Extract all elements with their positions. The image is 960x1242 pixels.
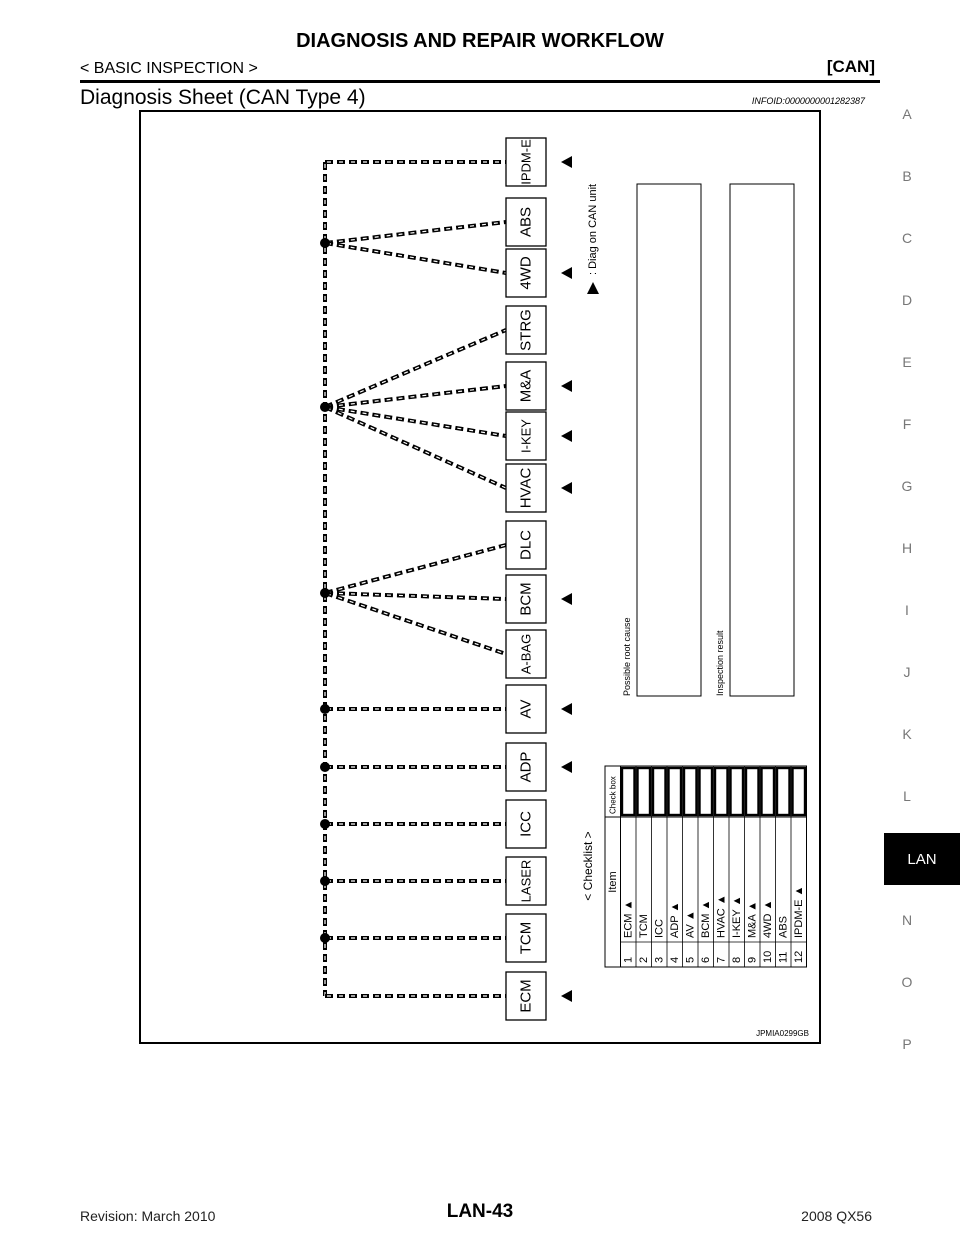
diag-marker-ecm <box>561 990 572 1002</box>
section-label: < BASIC INSPECTION > <box>80 60 258 77</box>
checklist-item-bcm: BCM ▲ <box>699 899 712 938</box>
unit-label-ecm: ECM <box>517 979 535 1013</box>
side-tab-e[interactable]: E <box>902 354 912 370</box>
unit-label-ipdm-e: IPDM-E <box>518 139 534 185</box>
junction-dot-tcm <box>320 933 330 943</box>
junction-dot-icc <box>320 819 330 829</box>
footer-revision: Revision: March 2010 <box>80 1208 216 1224</box>
side-tab-p[interactable]: P <box>902 1036 912 1052</box>
checklist-number-2: 2 <box>637 956 650 963</box>
diag-marker-bcm <box>561 593 572 605</box>
checklist-item-tcm: TCM <box>637 914 650 938</box>
checklist-item-hvac: HVAC ▲ <box>715 894 728 938</box>
legend-text: : Diag on CAN unit <box>587 183 599 275</box>
side-tab-b[interactable]: B <box>902 168 912 184</box>
diag-marker-av <box>561 703 572 715</box>
checklist-title: < Checklist > <box>581 831 595 901</box>
legend-marker <box>587 282 599 294</box>
side-tab-n[interactable]: N <box>901 912 913 928</box>
checklist-item-ecm: ECM ▲ <box>622 899 635 938</box>
unit-label-icc: ICC <box>517 811 535 837</box>
checklist-item-manda: M&A ▲ <box>746 900 759 938</box>
checklist-item-abs: ABS <box>777 915 790 938</box>
footer-page-number: LAN-43 <box>446 1201 514 1222</box>
side-tab-o[interactable]: O <box>901 974 913 990</box>
unit-label-abs: ABS <box>517 206 535 238</box>
side-tab-f[interactable]: F <box>902 416 912 432</box>
junction-dot-3 <box>320 588 330 598</box>
can-diagram <box>141 112 819 1042</box>
inspection-box <box>730 184 794 696</box>
checklist-item-av: AV ▲ <box>684 910 697 938</box>
unit-label-laser: LASER <box>518 859 534 903</box>
junction-dot-av <box>320 704 330 714</box>
unit-label-bcm: BCM <box>517 582 535 616</box>
checklist-number-4: 4 <box>668 956 681 963</box>
wire-dlc-inner <box>325 545 506 593</box>
root-cause-label: Possible root cause <box>622 617 632 696</box>
diag-marker-adp <box>561 761 572 773</box>
checklist-item-i-key: I-KEY ▲ <box>730 895 743 938</box>
unit-label-manda: M&A <box>517 369 535 403</box>
unit-label-dlc: DLC <box>517 529 535 561</box>
diag-marker-manda <box>561 380 572 392</box>
checklist-header-check: Check box <box>608 776 618 814</box>
inspection-label: Inspection result <box>715 630 725 696</box>
checklist-number-1: 1 <box>622 956 635 963</box>
diagnosis-sheet <box>139 110 821 1044</box>
sheet-heading: Diagnosis Sheet (CAN Type 4) <box>80 86 366 109</box>
checklist-number-3: 3 <box>653 956 666 963</box>
section-tag: [CAN] <box>826 57 875 76</box>
checklist-checkbox-12 <box>793 768 806 815</box>
checklist-number-12: 12 <box>792 950 805 963</box>
diag-marker-ipdm-e <box>561 156 572 168</box>
checklist-item-ipdm-e: IPDM-E ▲ <box>792 885 805 938</box>
checklist-item-4wd: 4WD ▲ <box>761 899 774 938</box>
unit-label-hvac: HVAC <box>517 467 535 509</box>
junction-dot-laser <box>320 876 330 886</box>
checklist-checkbox-6 <box>700 768 713 815</box>
side-tab-h[interactable]: H <box>901 540 913 556</box>
side-tab-c[interactable]: C <box>901 230 913 246</box>
checklist-checkbox-9 <box>746 768 759 815</box>
diag-marker-4wd <box>561 267 572 279</box>
unit-label-adp: ADP <box>517 751 535 783</box>
side-tab-k[interactable]: K <box>902 726 912 742</box>
checklist-checkbox-11 <box>777 768 790 815</box>
side-tab-l[interactable]: L <box>903 788 911 804</box>
checklist-number-6: 6 <box>699 956 712 963</box>
unit-label-tcm: TCM <box>517 921 535 955</box>
info-id: INFOID:0000000001282387 <box>751 96 865 106</box>
checklist-checkbox-10 <box>762 768 775 815</box>
root-cause-box <box>637 184 701 696</box>
checklist-item-adp: ADP ▲ <box>668 901 681 938</box>
junction-dot-2 <box>320 402 330 412</box>
unit-label-av: AV <box>517 699 535 719</box>
checklist-checkbox-8 <box>731 768 744 815</box>
diag-marker-i-key <box>561 430 572 442</box>
header-rule <box>80 80 880 83</box>
footer-model: 2008 QX56 <box>801 1208 872 1224</box>
side-tab-a[interactable]: A <box>902 106 912 122</box>
checklist-number-7: 7 <box>715 956 728 963</box>
side-tab-g[interactable]: G <box>901 478 913 494</box>
checklist-checkbox-3 <box>653 768 666 815</box>
figure-id: JPMIA0299GB <box>756 1029 809 1038</box>
unit-label-4wd: 4WD <box>517 256 535 290</box>
diag-marker-hvac <box>561 482 572 494</box>
unit-label-a-bag: A-BAG <box>518 633 534 675</box>
checklist-header-item: Item <box>606 871 619 893</box>
side-tab-lan-active[interactable]: LAN <box>884 833 960 885</box>
side-tab-d[interactable]: D <box>901 292 913 308</box>
unit-label-strg: STRG <box>517 309 535 351</box>
checklist-checkbox-4 <box>669 768 682 815</box>
junction-dot-adp <box>320 762 330 772</box>
checklist-checkbox-5 <box>684 768 697 815</box>
side-tab-j[interactable]: J <box>903 664 911 680</box>
checklist-checkbox-7 <box>715 768 728 815</box>
checklist-checkbox-1 <box>622 768 635 815</box>
checklist-item-icc: ICC <box>653 919 666 938</box>
checklist-number-9: 9 <box>746 956 759 963</box>
side-tab-i[interactable]: I <box>905 602 909 618</box>
junction-dot-1 <box>320 238 330 248</box>
page-title: DIAGNOSIS AND REPAIR WORKFLOW <box>296 30 664 52</box>
checklist-number-11: 11 <box>777 951 790 963</box>
checklist-number-10: 10 <box>761 950 774 963</box>
checklist-number-5: 5 <box>684 956 697 963</box>
checklist-checkbox-2 <box>638 768 651 815</box>
checklist-number-8: 8 <box>730 956 743 963</box>
unit-label-i-key: I-KEY <box>518 419 534 453</box>
